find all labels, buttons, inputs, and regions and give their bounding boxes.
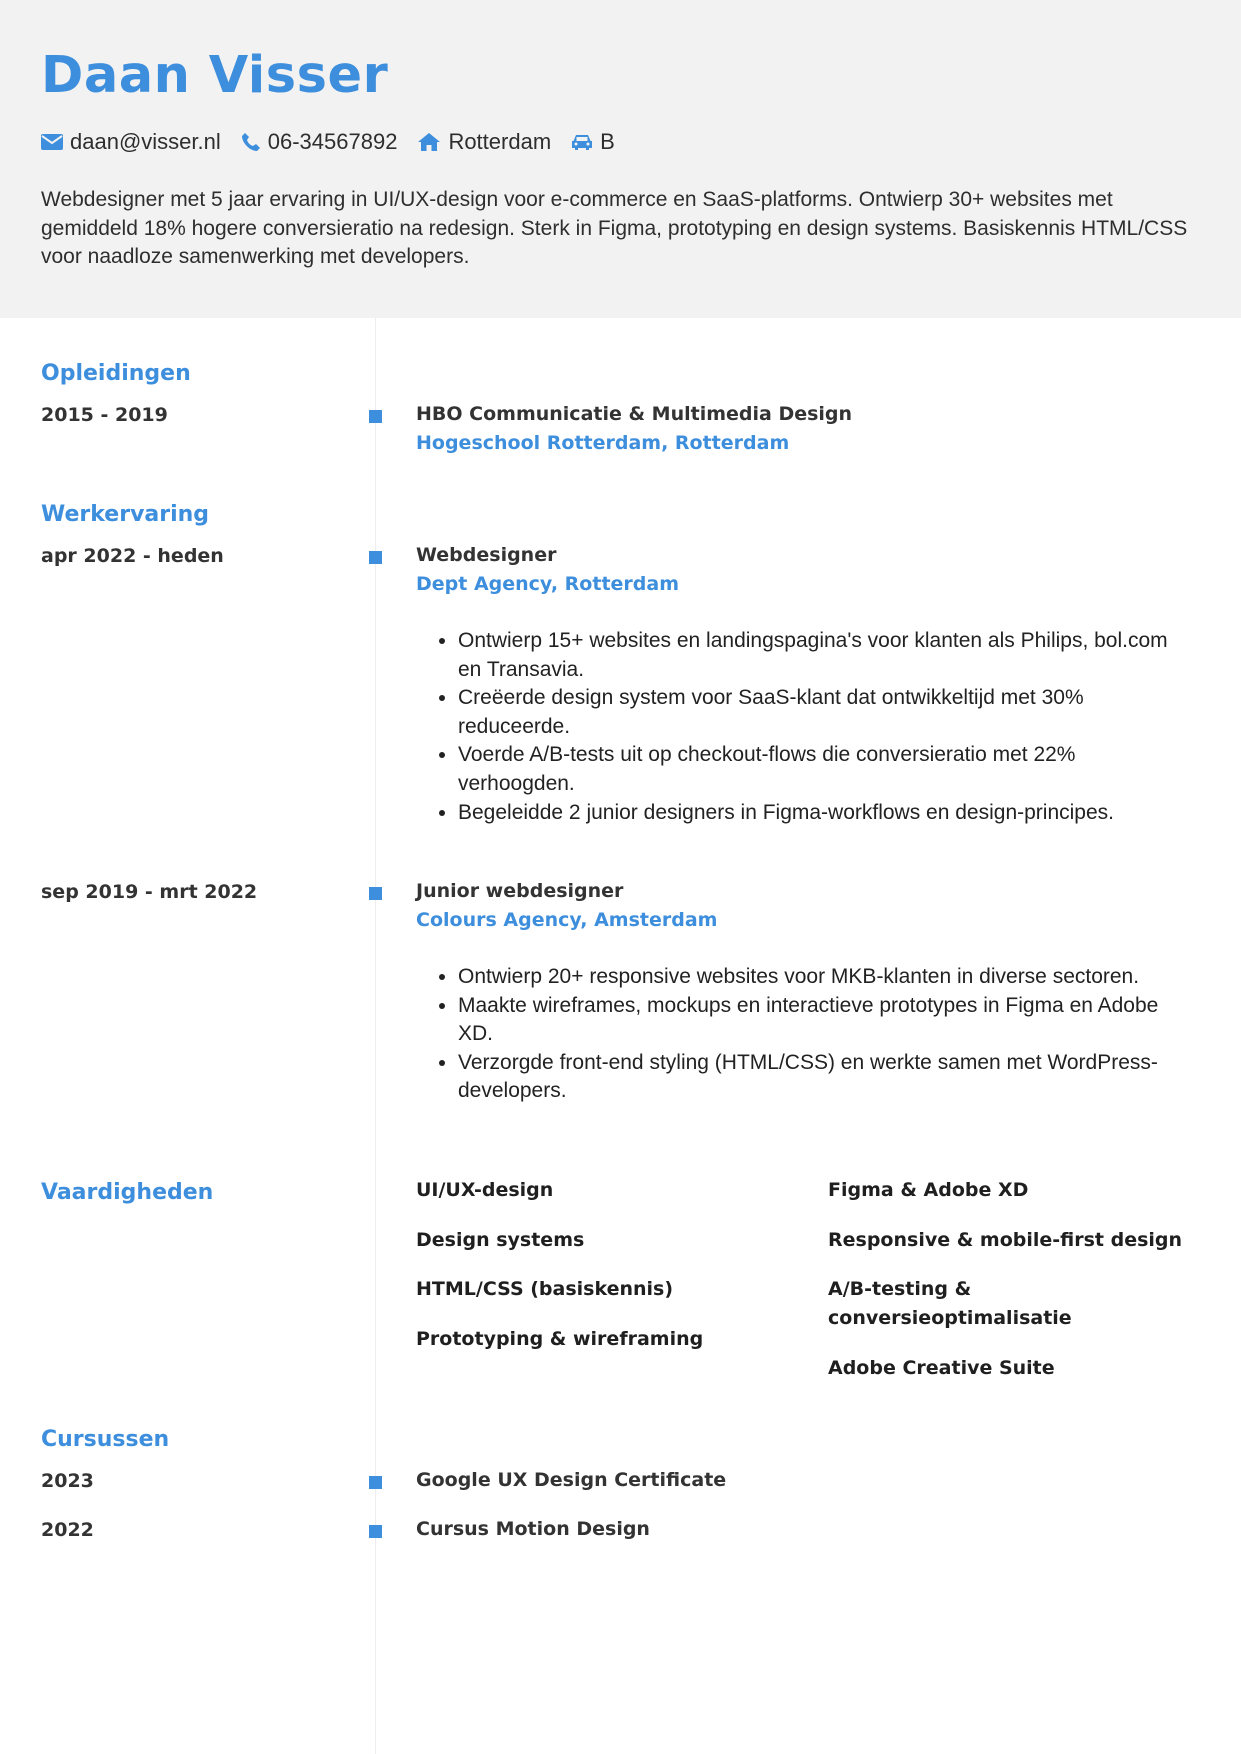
job-entry (416, 541, 1196, 827)
timeline-marker (369, 1525, 382, 1538)
section-title-experience: Werkervaring (41, 502, 210, 527)
section-title-courses: Cursussen (41, 1427, 170, 1452)
name: Daan Visser (41, 46, 389, 105)
job-bullets (416, 963, 1196, 1106)
job-title: Webdesigner (416, 544, 557, 566)
job-date: apr 2022 - heden (41, 545, 224, 567)
timeline-divider (375, 318, 376, 1754)
timeline-marker (369, 1476, 382, 1489)
skill-item: Adobe Creative Suite (828, 1357, 1055, 1379)
header (0, 0, 1241, 318)
contact-email (41, 129, 221, 155)
education-school: Hogeschool Rotterdam, Rotterdam (416, 432, 790, 454)
list-item: • Ontwierp 20+ responsive websites voor MKB-klanten in diverse sectoren. (458, 963, 1196, 992)
list-item: • Verzorgde front-end styling (HTML/CSS) en werkte samen met WordPress-developers. (458, 1049, 1196, 1106)
job-company: Dept Agency, Rotterdam (416, 573, 680, 595)
section-title-education: Opleidingen (41, 361, 191, 386)
contact-phone (241, 129, 398, 155)
car-icon (571, 133, 593, 151)
phone-icon (241, 132, 261, 152)
home-icon (417, 132, 441, 152)
job-title: Junior webdesigner (416, 880, 624, 902)
phone-text: 06-34567892 (267, 129, 398, 154)
envelope-icon (41, 134, 63, 150)
list-item: • Maakte wireframes, mockups en interactieve prototypes in Figma en Adobe XD. (458, 992, 1196, 1049)
section-title-skills: Vaardigheden (41, 1180, 214, 1205)
job-entry (416, 877, 1196, 1106)
job-company: Colours Agency, Amsterdam (416, 909, 718, 931)
list-item: • Begeleidde 2 junior designers in Figma-workflows en design-principes. (458, 799, 1196, 828)
list-item: • Voerde A/B-tests uit op checkout-flows die conversieratio met 22% verhoogden. (458, 741, 1196, 798)
skill-item: Design systems (416, 1229, 585, 1251)
list-item: • Creëerde design system voor SaaS-klant dat ontwikkeltijd met 30% reduceerde. (458, 684, 1196, 741)
course-date: 2023 (41, 1470, 94, 1492)
list-item: • Ontwierp 15+ websites en landingspagina's voor klanten als Philips, bol.com en Transavia. (458, 627, 1196, 684)
skill-item: A/B-testing & conversieoptimalisatie (828, 1278, 1072, 1329)
profile-summary: Webdesigner met 5 jaar ervaring in UI/UX-design voor e-commerce en SaaS-platforms. Ontwierp 30+ websites met gemiddeld 18% hogere conversieratio na redesign. Sterk in Figma, prototyping en design systems. Basiskennis HTML/CSS voor naadloze samenwerking met developers. (41, 188, 1188, 268)
license-text: B (600, 129, 615, 154)
skill-item: Figma & Adobe XD (828, 1179, 1029, 1201)
job-date: sep 2019 - mrt 2022 (41, 881, 258, 903)
course-date: 2022 (41, 1519, 94, 1541)
timeline-marker (369, 410, 382, 423)
email-text: daan@visser.nl (70, 129, 221, 154)
contact-city (417, 129, 551, 155)
contact-info (41, 128, 635, 156)
course-title: Google UX Design Certificate (416, 1469, 727, 1491)
education-entry (416, 400, 1196, 458)
course-entry (416, 1515, 1196, 1544)
skill-item: Responsive & mobile-first design (828, 1229, 1183, 1251)
city-text: Rotterdam (448, 129, 552, 154)
course-entry (416, 1466, 1196, 1495)
course-title: Cursus Motion Design (416, 1518, 650, 1540)
timeline-marker (369, 887, 382, 900)
education-date: 2015 - 2019 (41, 404, 168, 426)
skill-item: Prototyping & wireframing (416, 1328, 704, 1350)
skill-item: UI/UX-design (416, 1179, 554, 1201)
timeline-marker (369, 551, 382, 564)
education-degree: HBO Communicatie & Multimedia Design (416, 403, 853, 425)
job-bullets (416, 627, 1196, 827)
contact-license (571, 129, 615, 155)
skill-item: HTML/CSS (basiskennis) (416, 1278, 674, 1300)
